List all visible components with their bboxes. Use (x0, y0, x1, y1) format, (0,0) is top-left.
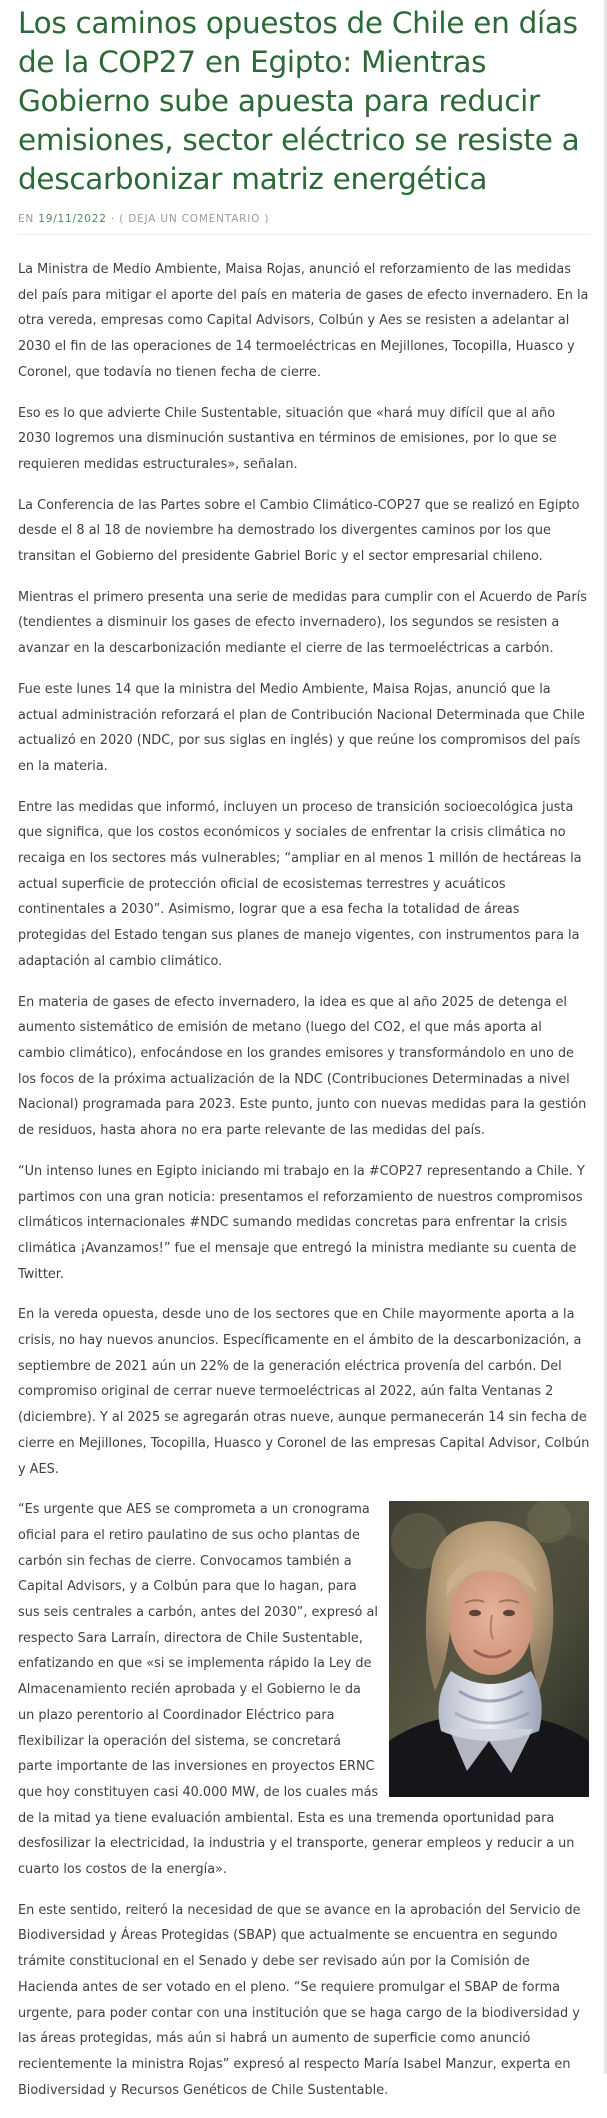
post-date[interactable]: 19/11/2022 (38, 213, 107, 225)
meta-prefix: EN (18, 213, 35, 225)
paragraph: La Conferencia de las Partes sobre el Cambio Climático-COP27 que se realizó en Egipto desde el 8 al 18 de noviembre ha demostrado los divergentes caminos por los que transitan el Gobierno del presidente Gabriel Boric y el sector empresarial chileno. (18, 497, 580, 565)
article (18, 0, 590, 2118)
paragraph: Entre las medidas que informó, incluyen un proceso de transición socioecológica justa que significa, que los costos económicos y sociales de enfrentar la crisis climática no recaiga en los sectores más vulnerables; “ampliar en al menos 1 millón de hectáreas la actual superficie de protección oficial de ecosistemas terrestres y acuáticos continentales a 2030”. Asimismo, lograr que a esa fecha la totalidad de áreas protegidas del Estado tengan sus planes de manejo vigentes, con instrumentos para la adaptación al cambio climático. (18, 799, 582, 969)
paragraph: En materia de gases de efecto invernadero, la idea es que al año 2025 de detenga el aumento sistemático de emisión de metano (luego del CO2, el que más aporta al cambio climático), enfocándose en los grandes emisores y transformándolo en uno de los focos de la próxima actualización de la NDC (Contribuciones Determinadas a nivel Nacional) programada para 2023. Este punto, junto con nuevas medidas para la gestión de residuos, hasta ahora no era parte relevante de las medidas del país. (18, 994, 587, 1139)
paragraph: Fue este lunes 14 que la ministra del Medio Ambiente, Maisa Rojas, anunció que la actual administración reforzará el plan de Contribución Nacional Determinada que Chile actualizó en 2020 (NDC, por sus siglas en inglés) y que reúne los compromisos del país en la materia. (18, 681, 585, 774)
paragraph: Eso es lo que advierte Chile Sustentable, situación que «hará muy difícil que al año 2030 logremos una disminución sustantiva en términos de emisiones, por lo que se requieren medidas estructurales», señalan. (18, 405, 557, 472)
paragraph: Mientras el primero presenta una serie de medidas para cumplir con el Acuerdo de París (tendientes a disminuir los gases de efecto invernadero), los segundos se resisten a avanzar en la descarbonización mediante el cierre de las termoeléctricas a carbón. (18, 589, 587, 657)
paragraph: “Es urgente que AES se comprometa a un cronograma oficial para el retiro paulatino de sus ocho plantas de carbón sin fechas de cierre. Convocamos también a Capital Advisors, y a Colbún para que lo hagan, para sus seis centrales a carbón, antes del 2030”, expresó al respecto Sara Larraín, directora de Chile Sustentable, enfatizando en que «si se implementa rápido la Ley de Almacenamiento recién aprobada y el Gobierno le da un plazo perentorio al Coordinador Eléctrico para flexibilizar la operación del sistema, se concretará parte importante de las inversiones en proyectos ERNC que hoy constituyen casi 40.000 MW, de los cuales más de la mitad ya tiene evaluación ambiental. Esta es una tremenda oportunidad para desfosilizar la electricidad, la industria y el transporte, generar empleos y reducir a un cuarto los costos de la energía». (18, 1502, 575, 1878)
paragraph: En la vereda opuesta, desde uno de los sectores que en Chile mayormente aporta a la crisis, no hay nuevos anuncios. Específicamente en el ámbito de la descarbonización, a septiembre de 2021 aún un 22% de la generación eléctrica provenía del carbón. Del compromiso original de cerrar nueve termoeléctricas al 2022, aún falta Ventanas 2 (diciembre). Y al 2025 se agregarán otras nueve, aunque permanecerán 14 sin fecha de cierre en Mejillones, Tocopilla, Huasco y Coronel de las empresas Capital Advisor, Colbún y AES. (18, 1307, 590, 1477)
comments-link[interactable]: ( DEJA UN COMENTARIO ) (119, 213, 270, 225)
paragraph: En este sentido, reiteró la necesidad de que se avance en la aprobación del Servicio de Biodiversidad y Áreas Protegidas (SBAP) que actualmente se encuentra en segundo trámite constitucional en el Senado y debe ser revisado aún por la Comisión de Hacienda antes de ser votado en el pleno. “Se requiere promulgar el SBAP de forma urgente, para poder contar con una institución que se haga cargo de la biodiversidad y las áreas protegidas, más aún si habrá un aumento de superficie como anunció recientemente la ministra Rojas” expresó al respecto María Isabel Manzur, experta en Biodiversidad y Recursos Genéticos de Chile Sustentable. (18, 1902, 581, 2098)
meta-separator: · (110, 213, 120, 225)
portrait-photo (389, 1501, 589, 1797)
paragraph: “Un intenso lunes en Egipto iniciando mi trabajo en la #COP27 representando a Chile. Y partimos con una gran noticia: presentamos el reforzamiento de nuestros compromisos climáticos internacionales #NDC sumando medidas concretas para enfrentar la crisis climática ¡Avanzamos!” fue el mensaje que entregó la ministra mediante su cuenta de Twitter. (18, 1163, 585, 1282)
article-body (18, 257, 590, 2103)
post-meta (18, 213, 590, 225)
meta-divider (18, 234, 590, 235)
paragraph: La Ministra de Medio Ambiente, Maisa Rojas, anunció el reforzamiento de las medidas del país para mitigar el aporte del país en materia de gases de efecto invernadero. En la otra vereda, empresas como Capital Advisors, Colbún y Aes se resisten a adelantar al 2030 el fin de las operaciones de 14 termoeléctricas en Mejillones, Tocopilla, Huasco y Coronel, que todavía no tienen fecha de cierre. (18, 262, 589, 380)
article-title: Los caminos opuestos de Chile en días de la COP27 en Egipto: Mientras Gobierno sube apuesta para reducir emisiones, sector eléctrico se resiste a descarbonizar matriz energética (18, 6, 580, 196)
